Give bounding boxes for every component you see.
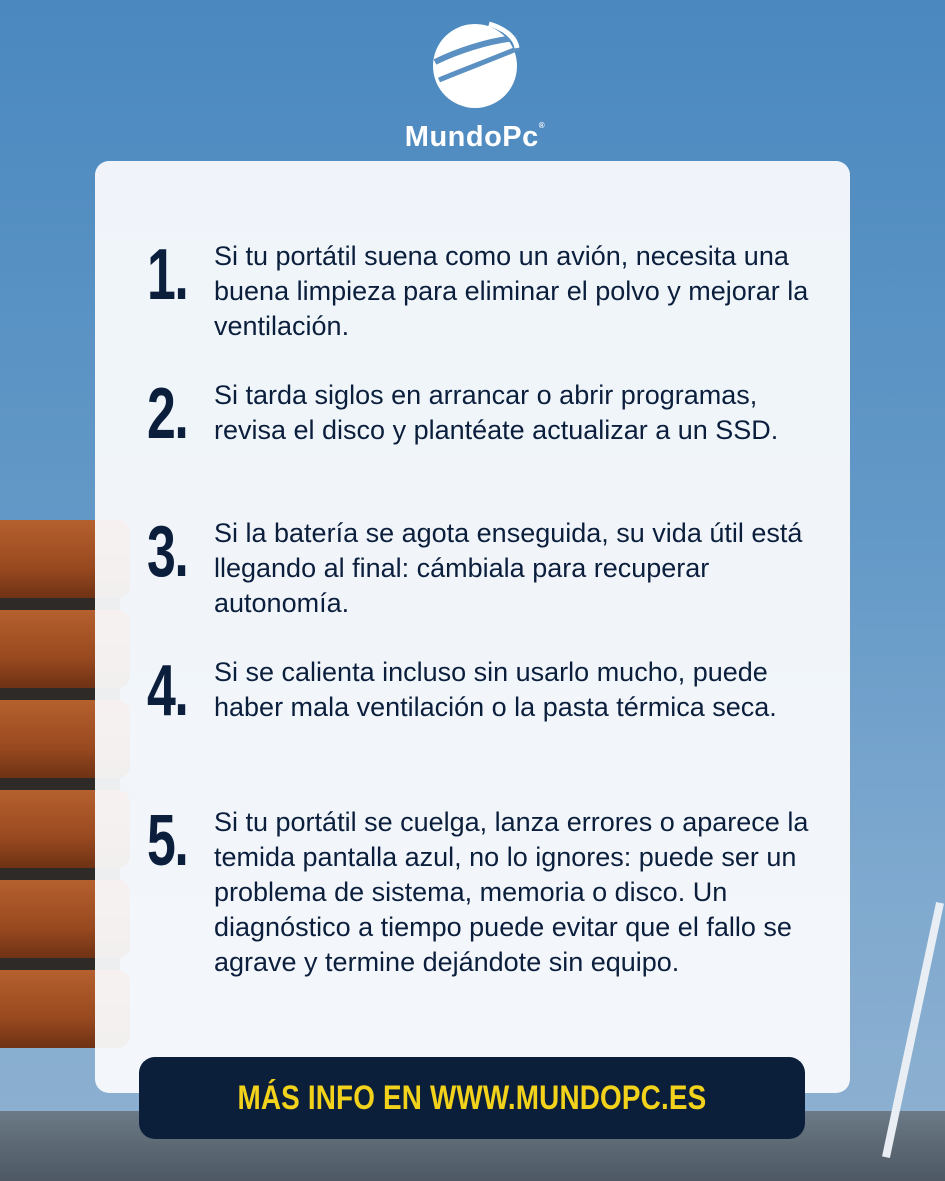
more-info-banner[interactable]: [139, 1057, 805, 1139]
tip-text: Si la batería se agota enseguida, su vida útil está llegando al final: cámbiala para recuperar autonomía.: [214, 518, 803, 618]
tip-text: Si tu portátil se cuelga, lanza errores o aparece la temida pantalla azul, no lo ignores: puede ser un problema de sistema, memoria o disco. Un diagnóstico a tiempo puede evitar que el fallo se agrave y termine dejándote sin equipo.: [214, 807, 809, 977]
brand-name: MundoPc®: [404, 121, 546, 153]
tip-number: 3.: [147, 512, 188, 592]
tip-text: Si se calienta incluso sin usarlo mucho, puede haber mala ventilación o la pasta térmica seca.: [214, 657, 777, 722]
tip-number: 1.: [147, 235, 188, 315]
tip-number: 5.: [147, 801, 188, 881]
more-info-label: MÁS INFO EN WWW.MUNDOPC.ES: [237, 1078, 707, 1117]
tip-number: 4.: [147, 651, 188, 731]
brand-logo: [400, 18, 550, 154]
tips-card: [95, 161, 850, 1093]
tip-text: Si tarda siglos en arrancar o abrir programas, revisa el disco y plantéate actualizar a un SSD.: [214, 380, 779, 445]
tip-text: Si tu portátil suena como un avión, necesita una buena limpieza para eliminar el polvo y mejorar la ventilación.: [214, 241, 809, 341]
globe-icon: [429, 18, 521, 110]
tip-number: 2.: [147, 374, 188, 454]
